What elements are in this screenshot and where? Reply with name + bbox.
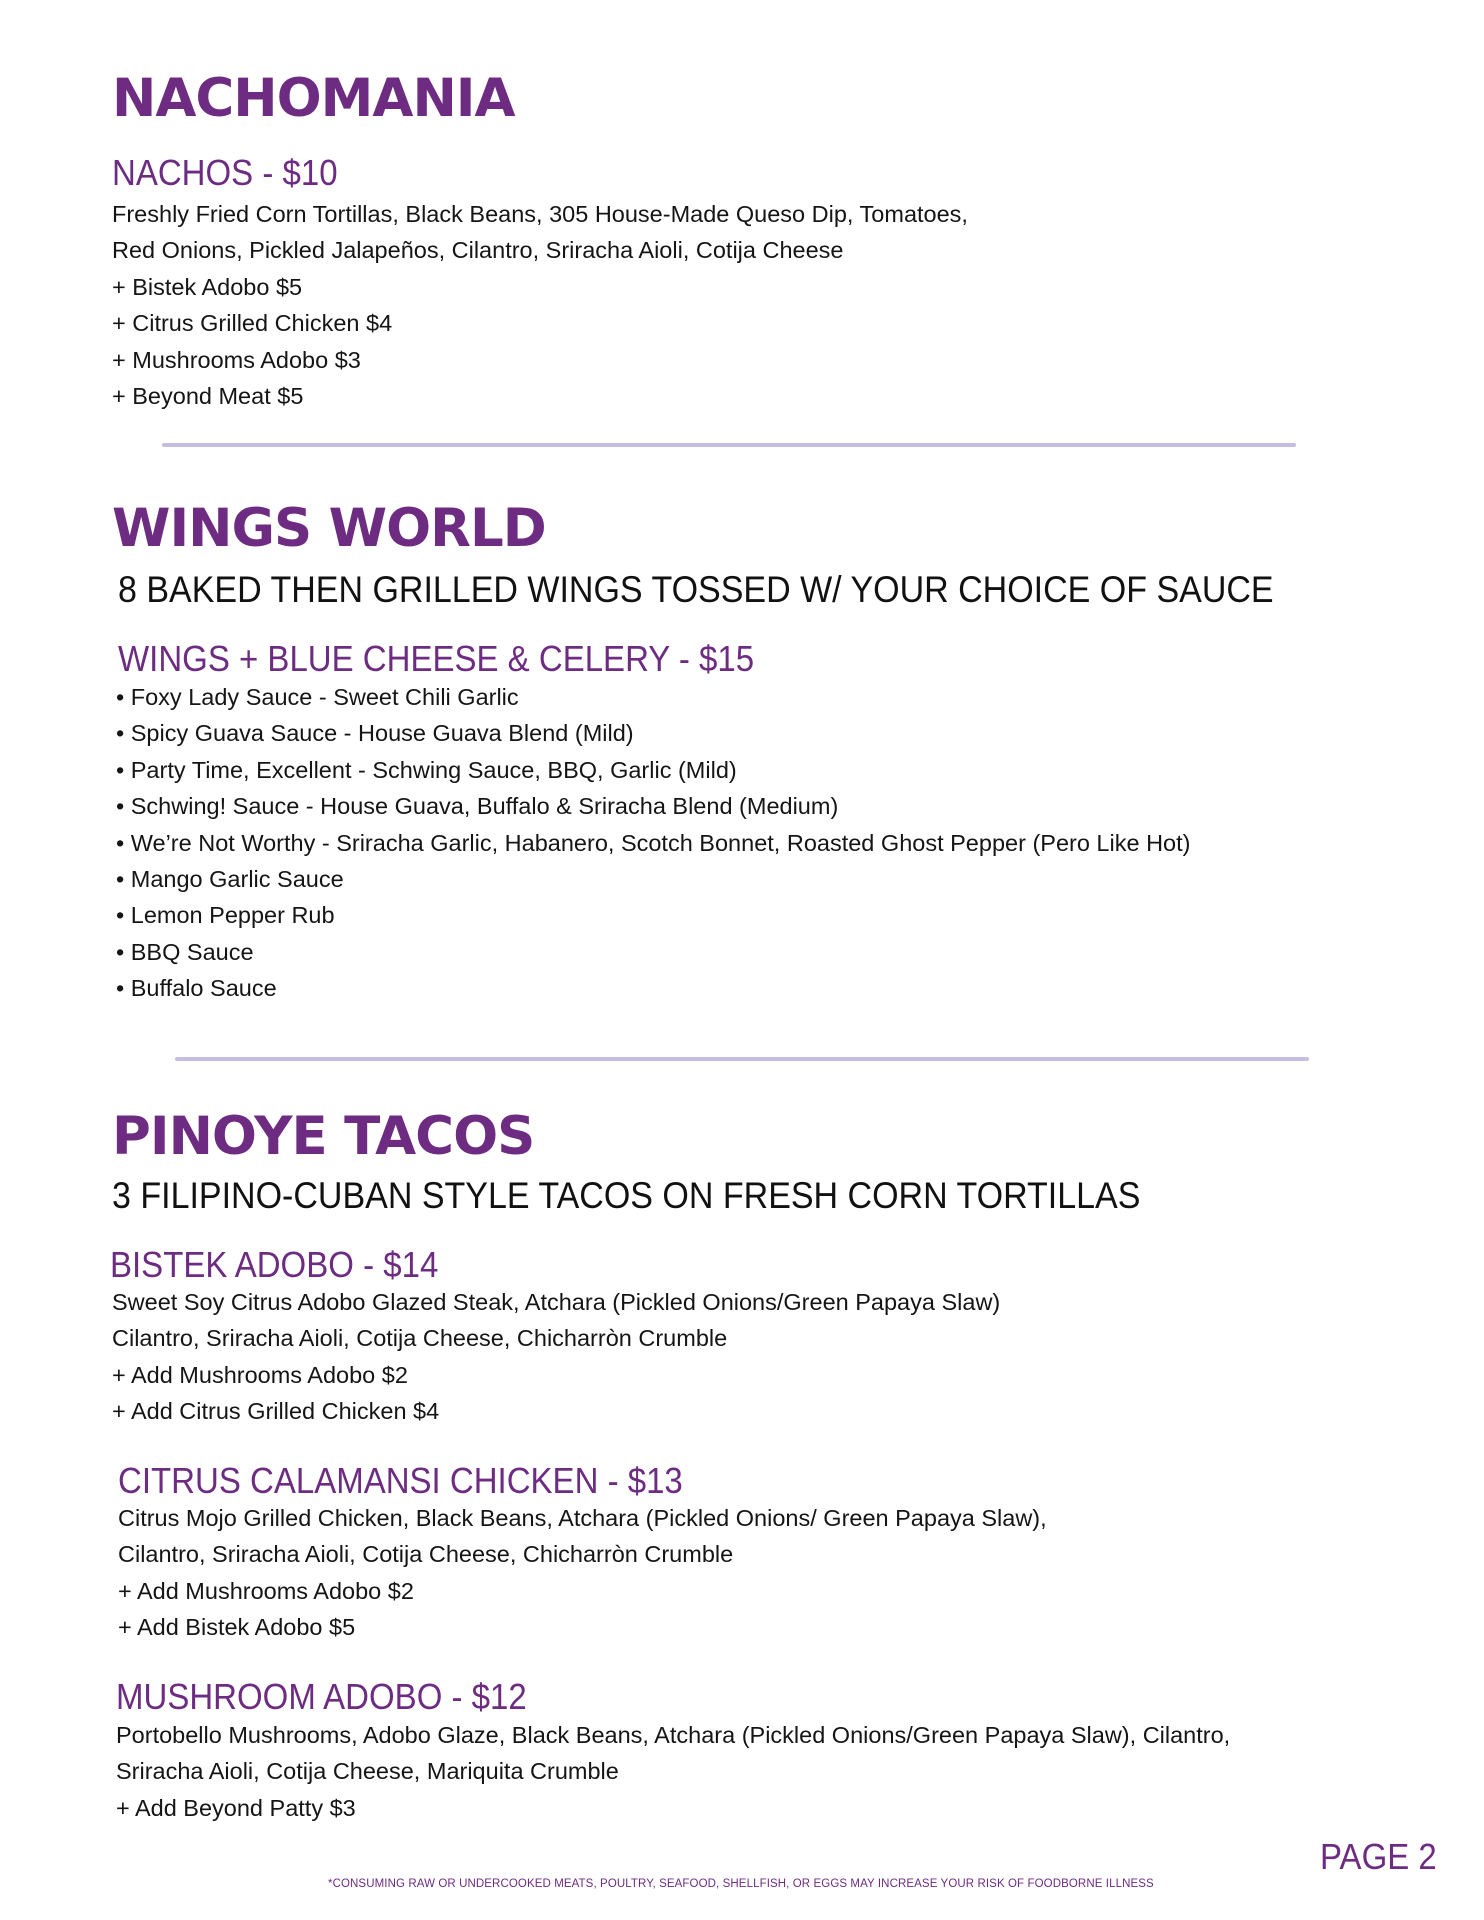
addon-line: + Citrus Grilled Chicken $4 — [112, 310, 393, 337]
description-line: Portobello Mushrooms, Adobo Glaze, Black Beans, Atchara (Pickled Onions/Green Papaya Slaw), Cilantro, — [116, 1722, 1231, 1748]
addon-line: + Add Beyond Patty $3 — [116, 1794, 356, 1821]
addon-line: + Add Citrus Grilled Chicken $4 — [112, 1398, 440, 1425]
sauce-item: • Party Time, Excellent - Schwing Sauce, BBQ, Garlic (Mild) — [116, 756, 737, 783]
description-line: Cilantro, Sriracha Aioli, Cotija Cheese, Chicharròn Crumble — [118, 1541, 734, 1568]
item-description-bistek-adobo — [112, 1284, 1000, 1430]
description-line: Citrus Mojo Grilled Chicken, Black Beans, Atchara (Pickled Onions/ Green Papaya Slaw), — [118, 1505, 1047, 1531]
sauce-item: • Schwing! Sauce - House Guava, Buffalo & Sriracha Blend (Medium) — [116, 793, 839, 820]
section-divider — [175, 1057, 1309, 1061]
sauce-item: • Foxy Lady Sauce - Sweet Chili Garlic — [116, 684, 519, 710]
section-title-wings-world: WINGS WORLD — [112, 498, 546, 559]
item-description-nachos — [112, 196, 968, 414]
addon-line: + Bistek Adobo $5 — [112, 273, 303, 300]
sauce-item: • Mango Garlic Sauce — [116, 866, 344, 893]
item-description-mushroom-adobo — [116, 1717, 1230, 1826]
addon-line: + Add Mushrooms Adobo $2 — [118, 1577, 414, 1604]
description-line: Sriracha Aioli, Cotija Cheese, Mariquita Crumble — [116, 1758, 619, 1785]
sauce-item: • We’re Not Worthy - Sriracha Garlic, Habanero, Scotch Bonnet, Roasted Ghost Pepper (Pero Like Hot) — [116, 829, 1191, 856]
addon-line: + Add Bistek Adobo $5 — [118, 1614, 356, 1641]
section-subtitle-tacos: 3 FILIPINO-CUBAN STYLE TACOS ON FRESH CORN TORTILLAS — [112, 1175, 1141, 1217]
section-divider — [162, 443, 1296, 447]
item-title-nachos: NACHOS - $10 — [112, 151, 338, 193]
item-description-citrus-calamansi-chicken — [118, 1500, 1047, 1646]
sauce-list — [116, 679, 1190, 1007]
item-title-citrus-calamansi-chicken: CITRUS CALAMANSI CHICKEN - $13 — [118, 1459, 683, 1501]
description-line: Red Onions, Pickled Jalapeños, Cilantro, Sriracha Aioli, Cotija Cheese — [112, 237, 844, 264]
addon-line: + Add Mushrooms Adobo $2 — [112, 1361, 408, 1388]
sauce-item: • Buffalo Sauce — [116, 975, 277, 1002]
section-subtitle-wings: 8 BAKED THEN GRILLED WINGS TOSSED W/ YOUR CHOICE OF SAUCE — [118, 569, 1274, 611]
description-line: Cilantro, Sriracha Aioli, Cotija Cheese, Chicharròn Crumble — [112, 1325, 728, 1352]
page-number: PAGE 2 — [1320, 1835, 1437, 1877]
addon-line: + Mushrooms Adobo $3 — [112, 346, 361, 373]
foodborne-illness-disclaimer: *CONSUMING RAW OR UNDERCOOKED MEATS, POULTRY, SEAFOOD, SHELLFISH, OR EGGS MAY INCREASE YOUR RISK OF FOODBORNE ILLNESS — [328, 1878, 1154, 1890]
sauce-item: • Lemon Pepper Rub — [116, 902, 335, 929]
sauce-item: • BBQ Sauce — [116, 938, 254, 965]
section-title-pinoye-tacos: PINOYE TACOS — [112, 1106, 535, 1167]
description-line: Freshly Fried Corn Tortillas, Black Beans, 305 House-Made Queso Dip, Tomatoes, — [112, 201, 968, 227]
description-line: Sweet Soy Citrus Adobo Glazed Steak, Atchara (Pickled Onions/Green Papaya Slaw) — [112, 1289, 1001, 1315]
item-title-bistek-adobo: BISTEK ADOBO - $14 — [110, 1243, 439, 1285]
addon-line: + Beyond Meat $5 — [112, 383, 304, 410]
item-title-mushroom-adobo: MUSHROOM ADOBO - $12 — [116, 1675, 527, 1717]
section-title-nachomania: NACHOMANIA — [112, 68, 515, 129]
item-title-wings: WINGS + BLUE CHEESE & CELERY - $15 — [118, 637, 755, 679]
sauce-item: • Spicy Guava Sauce - House Guava Blend (Mild) — [116, 720, 634, 747]
